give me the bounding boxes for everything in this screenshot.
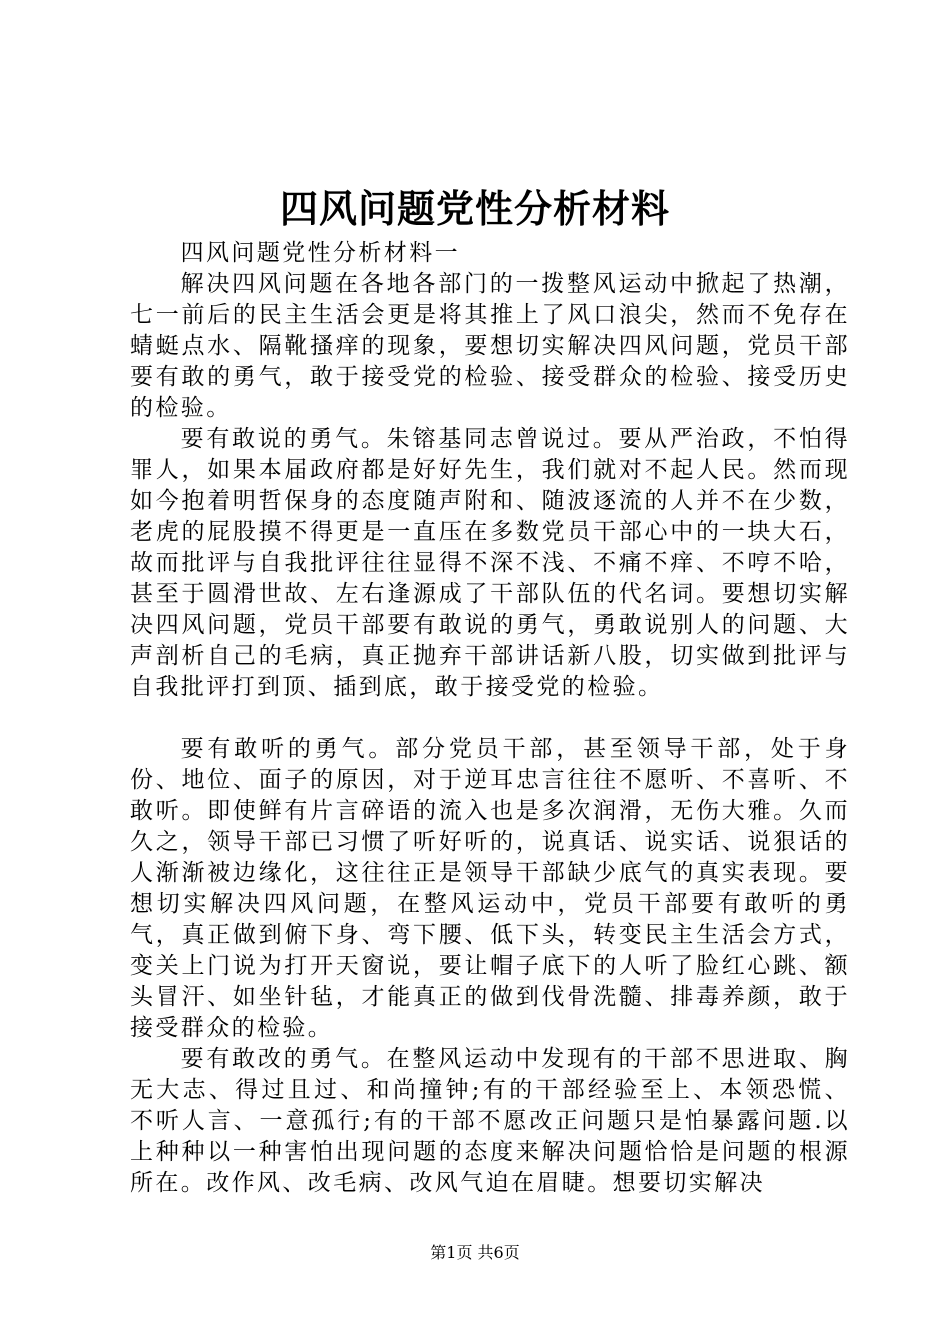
document-subtitle: 四风问题党性分析材料一	[180, 240, 460, 266]
page-number-footer: 第1页 共6页	[430, 1243, 520, 1262]
paragraph-dare-to-listen: 要有敢听的勇气。部分党员干部，甚至领导干部，处于身份、地位、面子的原因，对于逆耳忠言往往不愿听、不喜听、不敢听。即使鲜有片言碎语的流入也是多次润滑，无伤大雅。久而久之，领导干部已习惯了听好听的，说真话、说实话、说狠话的人渐渐被边缘化，这往往正是领导干部缺少底气的真实表现。要想切实解决四风问题，在整风运动中，党员干部要有敢听的勇气，真正做到俯下身、弯下腰、低下头，转变民主生活会方式，变关上门说为打开天窗说，要让帽子底下的人听了脸红心跳、额头冒汗、如坐针毡，才能真正的做到伐骨洗髓、排毒养颜，敢于接受群众的检验。	[130, 736, 850, 1041]
document-body	[130, 238, 850, 1199]
paragraph-dare-to-speak: 要有敢说的勇气。朱镕基同志曾说过。要从严治政，不怕得罪人，如果本届政府都是好好先生，我们就对不起人民。然而现如今抱着明哲保身的态度随声附和、随波逐流的人并不在少数，老虎的屁股摸不得更是一直压在多数党员干部心中的一块大石，故而批评与自我批评往往显得不深不浅、不痛不痒、不哼不哈，甚至于圆滑世故、左右逢源成了干部队伍的代名词。要想切实解决四风问题，党员干部要有敢说的勇气，勇敢说别人的问题、大声剖析自己的毛病，真正抛弃干部讲话新八股，切实做到批评与自我批评打到顶、插到底，敢于接受党的检验。	[130, 426, 850, 700]
paragraph-dare-to-change: 要有敢改的勇气。在整风运动中发现有的干部不思进取、胸无大志、得过且过、和尚撞钟;有的干部经验至上、本领恐慌、不听人言、一意孤行;有的干部不愿改正问题只是怕暴露问题.以上种种以一种害怕出现问题的态度来解决问题恰恰是问题的根源所在。改作风、改毛病、改风气迫在眉睫。想要切实解决	[130, 1046, 850, 1196]
document-title: 四风问题党性分析材料	[279, 186, 670, 231]
paragraph-intro: 解决四风问题在各地各部门的一拨整风运动中掀起了热潮，七一前后的民主生活会更是将其推上了风口浪尖，然而不免存在蜻蜓点水、隔靴搔痒的现象，要想切实解决四风问题，党员干部要有敢的勇气，敢于接受党的检验、接受群众的检验、接受历史的检验。	[130, 271, 850, 421]
